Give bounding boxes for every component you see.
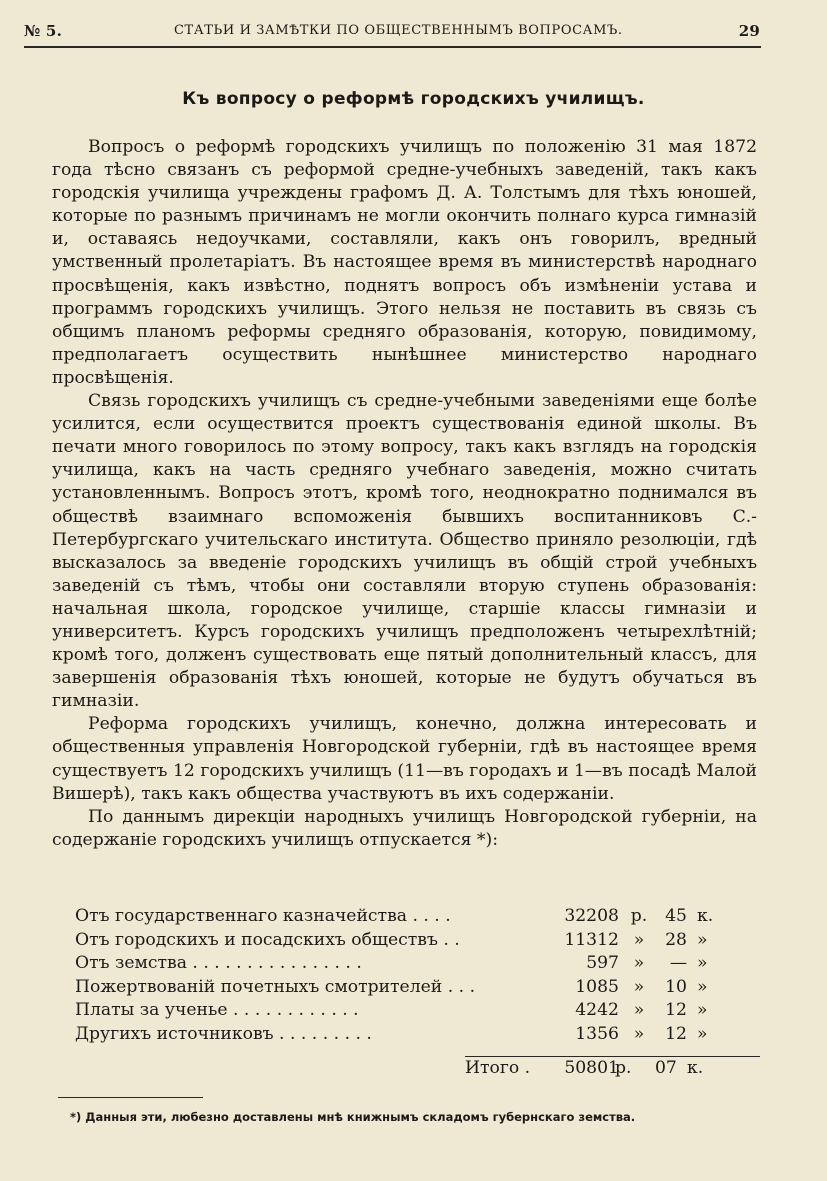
row-label: Платы за ученье . . . . . . . . . . . . xyxy=(75,1000,359,1020)
row-amount: 1085 xyxy=(575,976,619,997)
row-unit: » xyxy=(697,1000,708,1020)
total-rule xyxy=(465,1056,760,1057)
table-row xyxy=(75,930,765,954)
paragraph-3: Реформа городскихъ училищъ, конечно, должна интересовать и общественныя управленія Новгородской губерніи, гдѣ въ настоящее время существуетъ 12 городскихъ училищъ (11—въ городахъ и 1—въ посадѣ Малой Вишерѣ), такъ какъ общества участвуютъ въ ихъ содержаніи. xyxy=(52,714,757,804)
row-unit: » xyxy=(697,976,708,997)
row-label: Отъ городскихъ и посадскихъ обществъ . . xyxy=(75,929,460,950)
paragraph-2: Связь городскихъ училищъ съ средне-учебными заведеніями еще болѣе усилится, если осуществится проектъ существованія единой школы. Въ печати много говорилось по этому вопросу, такъ какъ взглядъ на городскія училища, какъ на часть средняго учебнаго заведенія, можно считать установленнымъ. Вопросъ этотъ, кромѣ того, неоднократно поднимался въ обществѣ взаимнаго вспоможенія бывшихъ воспитанниковъ С.-Петербургскаго учительскаго института. Общество приняло резолюціи, гдѣ высказалось за введеніе городскихъ училищъ въ общій строй учебныхъ заведеній съ тѣмъ, чтобы они составляли вторую ступень образованія: начальная школа, городское училище, старшіе классы гимназіи и университетъ. Курсъ городскихъ училищъ предположенъ четырехлѣтній; кромѣ того, долженъ существовать еще пятый дополнительный классъ, для завершенія образованія тѣхъ юношей, которые не будутъ обучаться въ гимназіи. xyxy=(52,391,757,712)
footnote-rule xyxy=(58,1097,203,1098)
row-rub: » xyxy=(633,976,645,997)
total-row xyxy=(465,1058,765,1082)
header-rule xyxy=(24,46,761,48)
article-title: Къ вопросу о реформѣ городскихъ училищъ. xyxy=(182,89,645,109)
row-rub: » xyxy=(633,1023,645,1044)
row-amount: 597 xyxy=(586,953,619,973)
row-amount: 4242 xyxy=(575,1000,619,1020)
table-row xyxy=(75,1000,765,1024)
row-label: Отъ государственнаго казначейства . . . . xyxy=(75,906,451,926)
row-rub: р. xyxy=(630,906,648,926)
total-label: Итого . xyxy=(465,1058,531,1078)
row-unit: » xyxy=(697,953,708,973)
row-unit: к. xyxy=(697,906,714,926)
row-unit: » xyxy=(697,929,708,950)
row-unit: » xyxy=(697,1023,708,1044)
row-rub: » xyxy=(633,929,645,950)
row-rub: » xyxy=(633,1000,645,1020)
row-label: Пожертвованій почетныхъ смотрителей . . . xyxy=(75,976,476,997)
row-kop: 45 xyxy=(665,906,687,926)
total-amount: 50801 xyxy=(564,1058,619,1078)
issue-number: № 5. xyxy=(24,22,62,40)
table-row xyxy=(75,977,765,1001)
running-head xyxy=(24,22,760,44)
page-number: 29 xyxy=(738,22,760,40)
footnote: *) Данныя эти, любезно доставлены мнѣ книжнымъ складомъ губернскаго земства. xyxy=(70,1110,636,1124)
table-row xyxy=(75,906,765,930)
row-kop: 12 xyxy=(665,1000,687,1020)
table-row xyxy=(75,953,765,977)
section-title: СТАТЬИ И ЗАМѢТКИ ПО ОБЩЕСТВЕННЫМЪ ВОПРОСАМЪ. xyxy=(174,23,623,38)
row-amount: 11312 xyxy=(564,929,619,950)
table-row xyxy=(75,1024,765,1048)
row-rub: » xyxy=(633,953,645,973)
row-amount: 32208 xyxy=(564,906,619,926)
row-kop: — xyxy=(669,953,687,973)
funding-table xyxy=(75,906,765,1047)
row-kop: 10 xyxy=(665,976,687,997)
paragraph-1: Вопросъ о реформѣ городскихъ училищъ по положенію 31 мая 1872 года тѣсно связанъ съ реформой средне-учебныхъ заведеній, такъ какъ городскія училища учреждены графомъ Д. А. Толстымъ для тѣхъ юношей, которые по разнымъ причинамъ не могли окончить полнаго курса гимназій и, оставаясь недоучками, составляли, какъ онъ говорилъ, вредный умственный пролетаріатъ. Въ настоящее время въ министерствѣ народнаго просвѣщенія, какъ извѣстно, поднятъ вопросъ объ измѣненіи устава и программъ городскихъ училищъ. Этого нельзя не поставить въ связь съ общимъ планомъ реформы средняго образованія, которую, повидимому, предполагаетъ осуществить нынѣшнее министерство народнаго просвѣщенія. xyxy=(52,137,757,388)
article-body xyxy=(52,136,757,852)
total-rub: р. xyxy=(615,1058,632,1078)
row-kop: 12 xyxy=(665,1023,687,1044)
row-kop: 28 xyxy=(665,929,687,950)
paragraph-4: По даннымъ дирекціи народныхъ училищъ Новгородской губерніи, на содержаніе городскихъ училищъ отпускается *): xyxy=(52,806,757,850)
total-unit: к. xyxy=(687,1058,704,1078)
row-label: Отъ земства . . . . . . . . . . . . . . . . xyxy=(75,953,362,973)
row-label: Другихъ источниковъ . . . . . . . . . xyxy=(75,1023,372,1044)
row-amount: 1356 xyxy=(575,1023,619,1044)
total-kop: 07 xyxy=(655,1058,677,1078)
